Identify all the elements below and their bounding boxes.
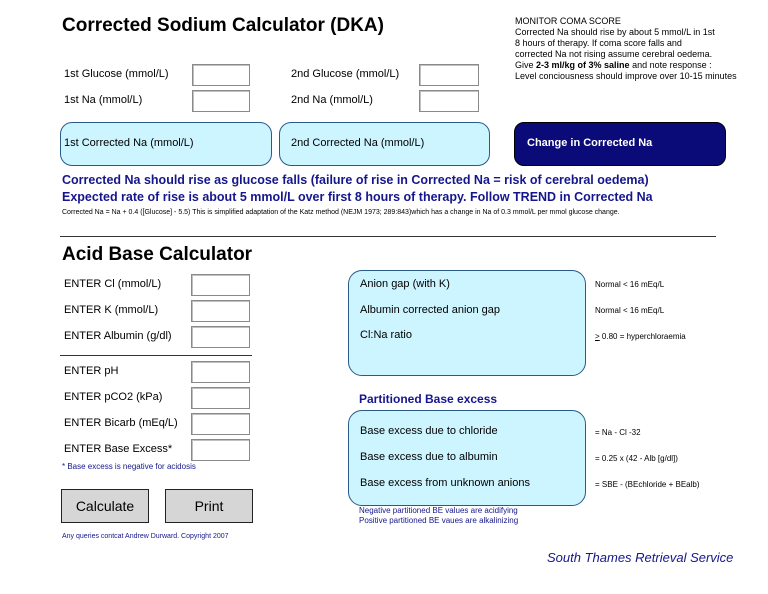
clna-ratio-label: Cl:Na ratio xyxy=(360,329,412,341)
be-albumin-label: Base excess due to albumin xyxy=(360,451,498,463)
na2-label: 2nd Na (mmol/L) xyxy=(291,94,373,106)
change-corrected-na-label: Change in Corrected Na xyxy=(527,137,653,149)
na2-input[interactable] xyxy=(419,90,479,112)
sodium-warning-1: Corrected Na should rise as glucose falls (failure of rise in Corrected Na = risk of cerebral oedema) xyxy=(62,173,649,187)
be-chloride-label: Base excess due to chloride xyxy=(360,425,498,437)
base-excess-input[interactable] xyxy=(191,439,250,461)
albumin-gap-reference: Normal < 16 mEq/L xyxy=(595,306,665,315)
positive-be-note: Positive partitioned BE vaues are alkalinizing xyxy=(359,516,519,525)
k-label: ENTER K (mmol/L) xyxy=(64,304,159,316)
anion-gap-label: Anion gap (with K) xyxy=(360,278,450,290)
glucose1-input[interactable] xyxy=(192,64,250,86)
monitor-line: Corrected Na should rise by about 5 mmol/L in 1st xyxy=(515,27,715,37)
calculate-button[interactable]: Calculate xyxy=(61,489,149,523)
input-divider xyxy=(60,355,252,356)
ph-label: ENTER pH xyxy=(64,365,119,377)
glucose2-input[interactable] xyxy=(419,64,479,86)
base-excess-label: ENTER Base Excess* xyxy=(64,443,173,455)
partitioned-be-title: Partitioned Base excess xyxy=(359,392,498,406)
monitor-heading: MONITOR COMA SCORE xyxy=(515,16,621,26)
na1-input[interactable] xyxy=(192,90,250,112)
corrected-na1-label: 1st Corrected Na (mmol/L) xyxy=(64,137,194,149)
glucose1-label: 1st Glucose (mmol/L) xyxy=(64,68,169,80)
anion-gap-output-panel xyxy=(348,270,586,376)
cl-label: ENTER Cl (mmol/L) xyxy=(64,278,162,290)
clna-reference: > 0.80 = hyperchloraemia xyxy=(595,332,686,341)
partitioned-be-panel xyxy=(348,410,586,506)
change-corrected-na-output xyxy=(514,122,726,166)
monitor-line: Give 2-3 ml/kg of 3% saline and note response : xyxy=(515,60,712,70)
glucose2-label: 2nd Glucose (mmol/L) xyxy=(291,68,400,80)
formula-note: Corrected Na = Na + 0.4 ([Glucose] - 5.5) This is simplified adaptation of the Katz method (NEJM 1973; 289:843)which has a change in Na of 0.3 mmol/L per mmol glucose change. xyxy=(62,209,620,216)
bicarb-input[interactable] xyxy=(191,413,250,435)
ph-input[interactable] xyxy=(191,361,250,383)
corrected-na2-output xyxy=(279,122,490,166)
be-unknown-reference: = SBE - (BEchloride + BEalb) xyxy=(595,480,700,489)
monitor-coma-note xyxy=(515,16,755,82)
cl-input[interactable] xyxy=(191,274,250,296)
pco2-label: ENTER pCO2 (kPa) xyxy=(64,391,163,403)
sodium-warning-2: Expected rate of rise is about 5 mmol/L over first 8 hours of therapy. Follow TREND in Corrected Na xyxy=(62,190,653,204)
print-button[interactable]: Print xyxy=(165,489,253,523)
base-excess-note: * Base excess is negative for acidosis xyxy=(62,462,196,471)
be-albumin-reference: = 0.25 x (42 - Alb [g/dl]) xyxy=(595,454,678,463)
section-divider xyxy=(60,236,716,237)
negative-be-note: Negative partitioned BE values are acidifying xyxy=(359,506,518,515)
na1-label: 1st Na (mmol/L) xyxy=(64,94,143,106)
be-unknown-label: Base excess from unknown anions xyxy=(360,477,530,489)
albumin-label: ENTER Albumin (g/dl) xyxy=(64,330,172,342)
k-input[interactable] xyxy=(191,300,250,322)
sodium-title: Corrected Sodium Calculator (DKA) xyxy=(62,15,384,36)
albumin-gap-label: Albumin corrected anion gap xyxy=(360,304,501,316)
bicarb-label: ENTER Bicarb (mEq/L) xyxy=(64,417,178,429)
service-name: South Thames Retrieval Service xyxy=(547,550,734,565)
albumin-input[interactable] xyxy=(191,326,250,348)
corrected-na1-output xyxy=(60,122,272,166)
corrected-na2-label: 2nd Corrected Na (mmol/L) xyxy=(291,137,425,149)
pco2-input[interactable] xyxy=(191,387,250,409)
monitor-line: 8 hours of therapy. If coma score falls and xyxy=(515,38,682,48)
monitor-line: corrected Na not rising assume cerebral oedema. xyxy=(515,49,713,59)
queries-note: Any queries contcat Andrew Durward. Copyright 2007 xyxy=(62,533,229,540)
be-chloride-reference: = Na - Cl -32 xyxy=(595,428,641,437)
monitor-line: Level conciousness should improve over 10-15 minutes xyxy=(515,71,737,81)
anion-gap-reference: Normal < 16 mEq/L xyxy=(595,280,665,289)
acid-base-title: Acid Base Calculator xyxy=(62,244,253,265)
